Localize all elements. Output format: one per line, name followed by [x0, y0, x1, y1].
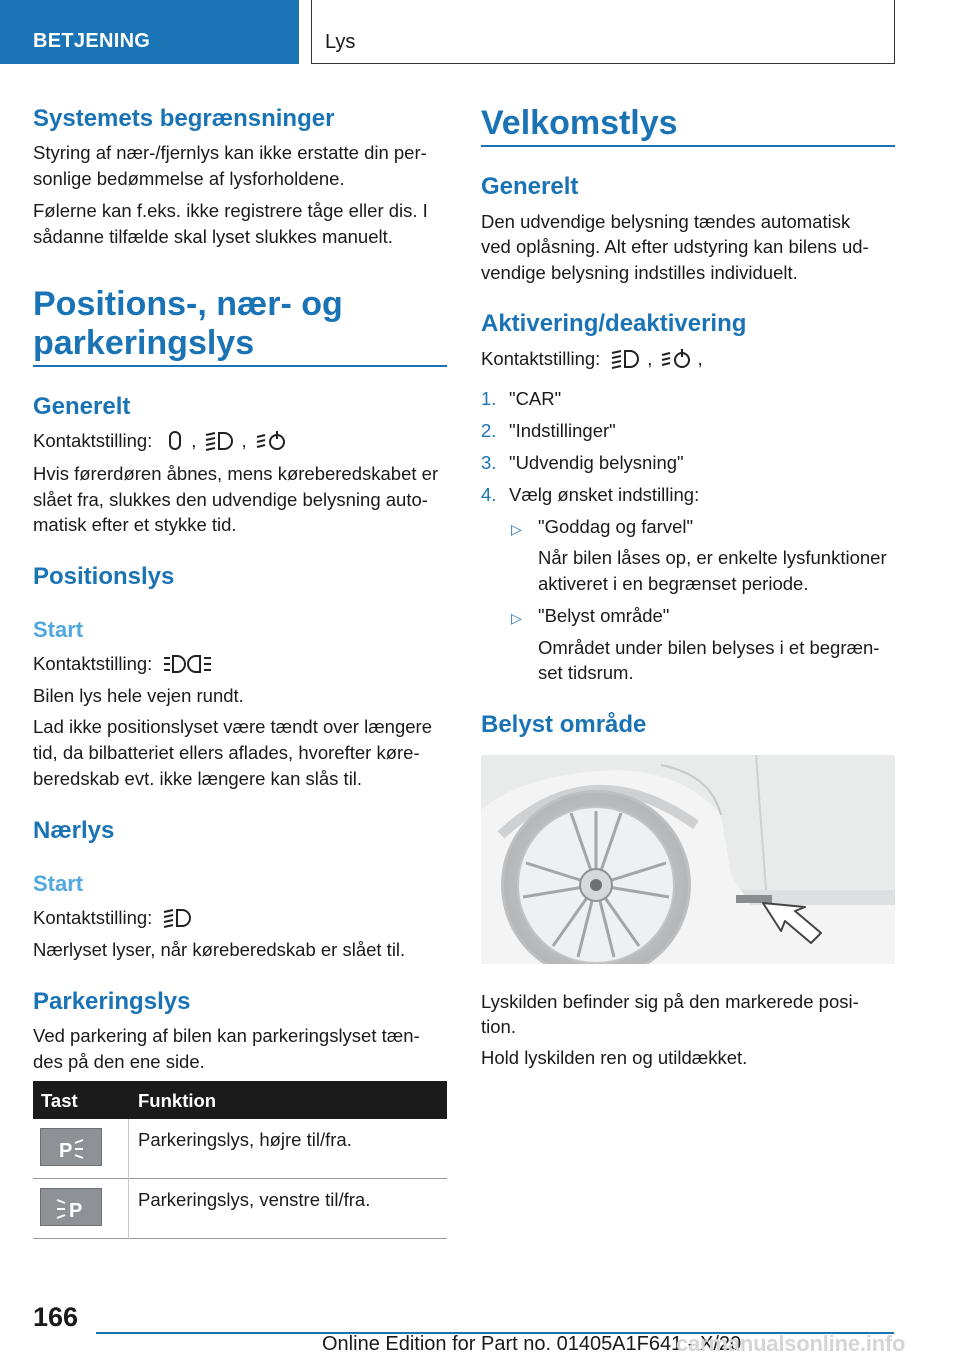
area-para-line: Lyskilden befinder sig på den markerede posi-	[481, 991, 859, 1012]
table-row	[33, 1119, 447, 1179]
ignition-line	[33, 651, 447, 676]
parking-light-left-icon	[41, 1189, 103, 1227]
heading-rule	[33, 365, 447, 367]
step-number: 1.	[481, 388, 497, 409]
table-cell-function: Parkeringslys, højre til/fra.	[138, 1129, 352, 1150]
position-para-line: beredskab evt. ikke længere kan slås til.	[33, 768, 363, 789]
table-col-key: Tast	[41, 1090, 78, 1111]
step-number: 4.	[481, 484, 497, 505]
parking-light-left-button[interactable]	[40, 1188, 102, 1226]
ignition-label: Kontaktstilling:	[33, 653, 153, 674]
section-tab	[0, 0, 299, 64]
step-number: 2.	[481, 420, 497, 441]
option-desc-line: Området under bilen belyses i et begræn-	[538, 637, 880, 658]
low-beam-para: Nærlyset lyser, når køreberedskab er slået til.	[33, 939, 406, 960]
step-text: "CAR"	[509, 388, 562, 409]
chapter-label: Lys	[325, 31, 356, 53]
general-para-line: slået fra, slukkes den udvendige belysning auto-	[33, 489, 428, 510]
ignition-line	[33, 905, 447, 930]
position-light-icon	[162, 653, 214, 675]
limits-para-line: sonlige bedømmelse af lysforholdene.	[33, 168, 345, 189]
low-beam-icon	[204, 430, 238, 452]
limits-para-line: sådanne tilfælde skal lyset slukkes manuelt.	[33, 226, 393, 247]
position-heading: Positionslys	[33, 563, 175, 590]
option-title: "Goddag og farvel"	[538, 516, 694, 537]
general-para-line: Hvis førerdøren åbnes, mens køreberedskabet er	[33, 463, 439, 484]
start-subheading: Start	[33, 871, 84, 896]
chapter-box	[311, 0, 895, 64]
area-para-line: tion.	[481, 1016, 516, 1037]
option-desc-line: Når bilen låses op, er enkelte lysfunktioner	[538, 547, 887, 568]
limits-para-line: Følerne kan f.eks. ikke registrere tåge eller dis. I	[33, 200, 428, 221]
activation-heading: Aktivering/deaktivering	[481, 310, 747, 337]
limits-para-line: Styring af nær-/fjernlys kan ikke erstatte din per-	[33, 142, 427, 163]
step-text: "Udvendig belysning"	[509, 452, 684, 473]
watermark: carmanualsonline.info	[676, 1331, 906, 1356]
main-heading-line: parkeringslys	[33, 324, 255, 362]
step-text: Vælg ønsket indstilling:	[509, 484, 700, 505]
svg-text:P: P	[69, 1200, 83, 1222]
bullet-triangle-icon: ▷	[511, 521, 522, 537]
start-subheading: Start	[33, 617, 84, 642]
option-title: "Belyst område"	[538, 605, 670, 626]
ignition-on-icon	[660, 348, 694, 370]
low-beam-heading: Nærlys	[33, 817, 115, 844]
page-number: 166	[33, 1302, 79, 1332]
area-para-line: Hold lyskilden ren og utildækket.	[481, 1047, 748, 1068]
ignition-on-icon	[255, 430, 289, 452]
parking-para-line: des på den ene side.	[33, 1051, 205, 1072]
ignition-label: Kontaktstilling:	[33, 430, 153, 451]
edition-text: Online Edition for Part no. 01405A1F641 - X/20	[322, 1333, 742, 1355]
position-para-line: tid, da bilbatteriet ellers aflades, hvorefter køre-	[33, 742, 420, 763]
general-heading: Generelt	[33, 393, 131, 420]
position-para-line: Bilen lys hele vejen rundt.	[33, 685, 244, 706]
main-heading-line: Positions-, nær- og	[33, 285, 343, 323]
svg-text:P: P	[59, 1140, 73, 1162]
ignition-label: Kontaktstilling:	[481, 348, 601, 369]
bullet-triangle-icon: ▷	[511, 610, 522, 626]
parking-heading: Parkeringslys	[33, 988, 191, 1015]
limits-heading: Systemets begrænsninger	[33, 105, 335, 132]
table-col-function: Funktion	[138, 1090, 217, 1111]
general-para-line: matisk efter et stykke tid.	[33, 514, 237, 535]
lit-area-heading: Belyst område	[481, 711, 647, 738]
low-beam-icon	[162, 907, 196, 929]
heading-rule	[481, 145, 895, 147]
option-desc-line: aktiveret i en begrænset periode.	[538, 573, 809, 594]
parking-light-right-button[interactable]	[40, 1128, 102, 1166]
ignition-line: Kontaktstilling: , ,	[33, 428, 447, 453]
parking-light-right-icon	[41, 1129, 103, 1167]
parking-para-line: Ved parkering af bilen kan parkeringslyset tæn-	[33, 1025, 420, 1046]
standby-icon	[162, 430, 188, 452]
option-desc-line: set tidsrum.	[538, 662, 634, 683]
table-row	[33, 1179, 447, 1239]
general-para-line: Den udvendige belysning tændes automatisk	[481, 211, 851, 232]
position-para-line: Lad ikke positionslyset være tændt over længere	[33, 716, 432, 737]
low-beam-icon	[610, 348, 644, 370]
step-number: 3.	[481, 452, 497, 473]
table-cell-function: Parkeringslys, venstre til/fra.	[138, 1189, 371, 1210]
welcome-light-heading: Velkomstlys	[481, 104, 678, 142]
ignition-label: Kontaktstilling:	[33, 907, 153, 928]
step-text: "Indstillinger"	[509, 420, 616, 441]
general-heading: Generelt	[481, 173, 579, 200]
general-para-line: vendige belysning indstilles individuelt.	[481, 262, 798, 283]
ignition-line: Kontaktstilling: , ,	[481, 348, 703, 369]
general-para-line: ved oplåsning. Alt efter udstyring kan bilens ud-	[481, 236, 869, 257]
table-header	[33, 1081, 447, 1119]
car-wheel-illustration	[481, 755, 895, 964]
section-label: BETJENING	[33, 30, 151, 52]
